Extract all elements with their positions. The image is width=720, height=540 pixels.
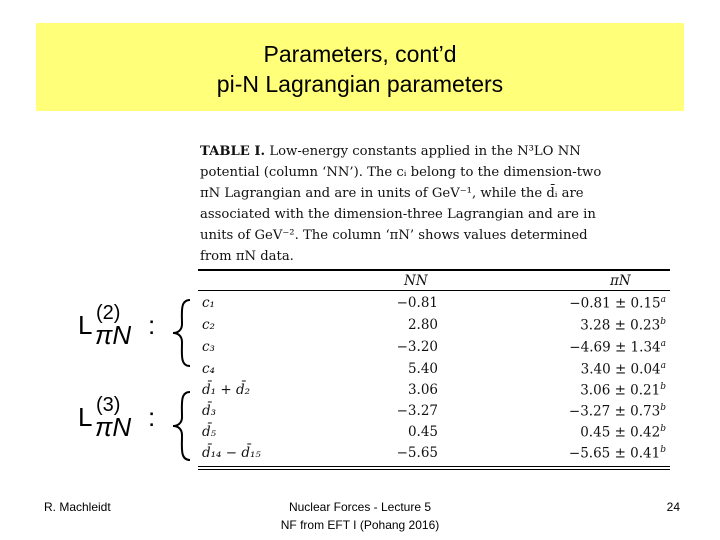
caption-label: TABLE I. [200,144,266,159]
pin-value: −4.69 ± 1.34$^a$ [569,339,666,356]
table-top-rule [198,269,670,271]
header-nn: NN [404,273,428,289]
table-row [198,317,670,337]
nn-value: −3.27 [396,403,438,419]
reference-mark: b [660,317,666,327]
pin-value: 3.06 ± 0.21$^b$ [580,382,666,399]
pin-subscript: πN [95,320,132,350]
constant-name: d̄₃ [202,403,217,419]
reference-mark: b [660,382,666,392]
order-superscript: (3) [96,394,121,416]
table-row [198,403,670,423]
table-row [198,361,670,381]
constant-name: c₃ [202,339,215,355]
footer-lecture: Nuclear Forces - Lecture 5 NF from EFT I (Pohang 2016) [280,500,440,532]
table-row [198,424,670,444]
table-row [198,339,670,359]
nn-value: −5.65 [396,445,438,461]
caption-line: units of GeV⁻². The column ‘πN’ shows values determined [200,228,588,243]
title-band [36,23,684,111]
reference-mark: b [660,403,666,413]
table-row [198,295,670,315]
pin-subscript: πN [95,412,132,442]
table-row [198,382,670,402]
table-row [198,445,670,465]
constant-name: c₂ [202,317,215,333]
constant-name: d̄₅ [202,424,217,440]
table-bottom-rule [198,469,670,470]
pin-value: 3.28 ± 0.23$^b$ [580,317,666,334]
slide-title: Parameters, cont’d [263,41,457,67]
reference-mark: b [660,445,666,455]
reference-mark: a [660,339,666,349]
caption-line: associated with the dimension-three Lagrangian and are in [200,207,596,222]
reference-mark: a [660,361,666,371]
constant-name: c₄ [202,361,215,377]
order-superscript: (2) [96,302,121,324]
pin-value: −0.81 ± 0.15$^a$ [569,295,666,312]
nn-value: 5.40 [407,361,438,377]
table-header-rule [198,290,670,291]
slide-subtitle: pi-N Lagrangian parameters [216,71,504,97]
page-number: 24 [666,500,680,514]
caption-line: potential (column ‘NN’). The cᵢ belong to the dimension-two [200,165,602,180]
nn-value: −3.20 [396,339,438,355]
caption-line: Low-energy constants applied in the N³LO NN [269,144,581,159]
lagrangian-order-3-label: L (3) πN : [78,394,156,442]
pin-value: −5.65 ± 0.41$^b$ [568,445,666,462]
reference-mark: b [660,424,666,434]
caption-line: from πN data. [200,249,294,264]
constant-name: c₁ [202,295,215,311]
caption-line: πN Lagrangian and are in units of GeV⁻¹, while the d̄ᵢ are [200,186,584,201]
footer-author: R. Machleidt [44,500,111,514]
reference-mark: a [660,295,666,305]
table-caption [200,141,668,267]
pin-value: 0.45 ± 0.42$^b$ [580,424,666,441]
pin-value: 3.40 ± 0.04$^a$ [580,361,666,378]
nn-value: 0.45 [407,424,438,440]
lagrangian-order-2-label: L (2) πN : [78,302,156,350]
table-bottom-rule [198,466,670,467]
pin-value: −3.27 ± 0.73$^b$ [568,403,666,420]
nn-value: 3.06 [407,382,438,398]
nn-value: 2.80 [407,317,438,333]
constant-name: d̄₁ + d̄₂ [202,382,251,398]
left-brace-icon [170,298,194,368]
left-brace-icon [170,390,194,462]
constant-name: d̄₁₄ − d̄₁₅ [202,445,261,461]
nn-value: −0.81 [396,295,438,311]
header-pin: πN [610,273,631,289]
